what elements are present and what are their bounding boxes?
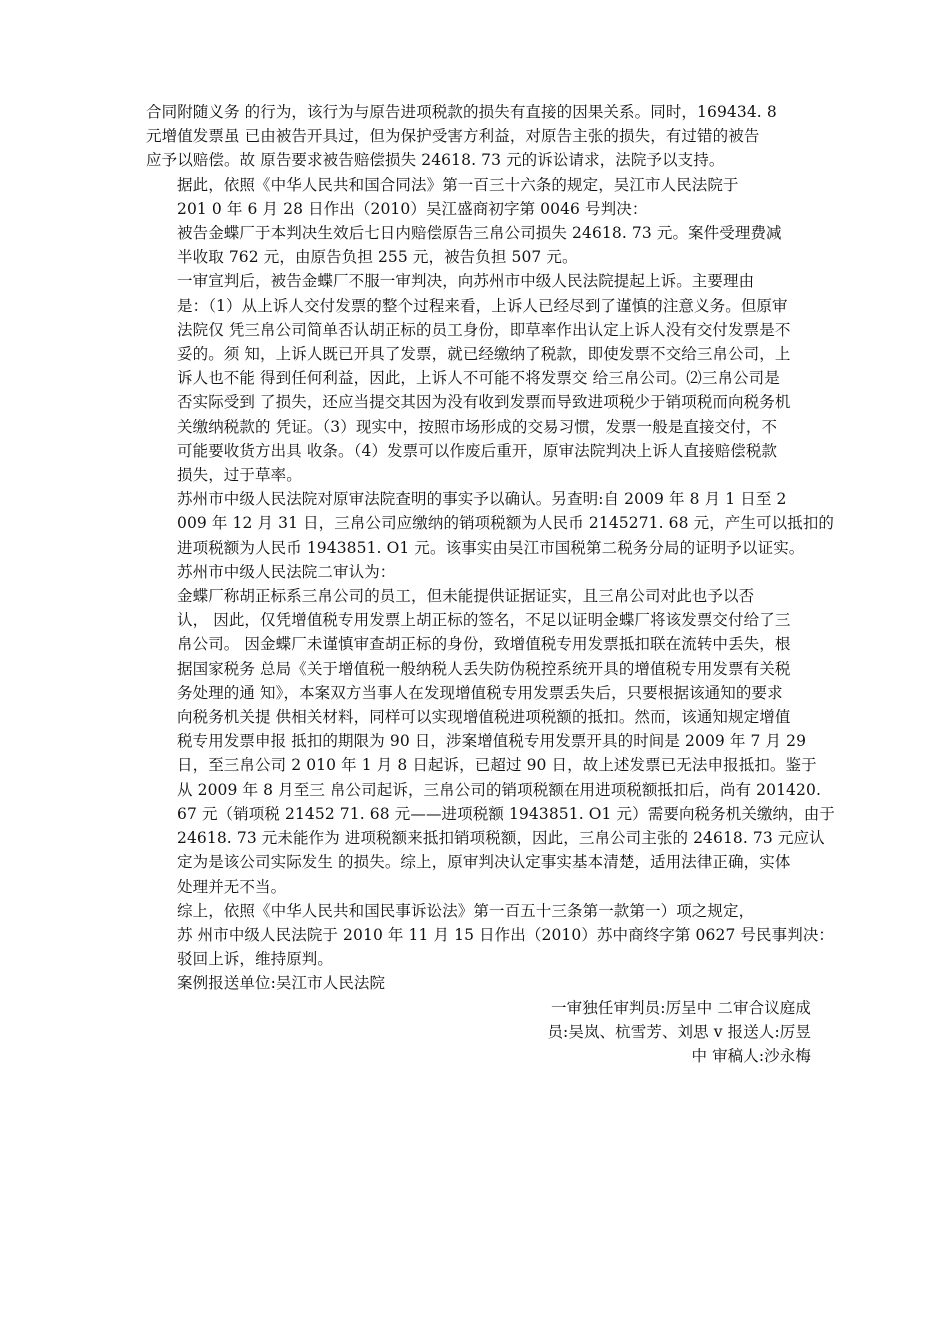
- text-line: 被告金蝶厂于本判决生效后七日内赔偿原告三帛公司损失 24618. 73 元。案件受理费减: [177, 224, 782, 243]
- text-line: 进项税额为人民币 1943851. O1 元。该事实由吴江市国税第二税务分局的证明予以证实。: [177, 538, 805, 557]
- text-line: 诉人也不能 得到任何利益，因此，上诉人不可能不将发票交 给三帛公司。⑵三帛公司是: [177, 369, 780, 388]
- paragraph: [146, 100, 811, 173]
- text-line: 帛公司。 因金蝶厂未谨慎审查胡正标的身份，致增值税专用发票抵扣联在流转中丢失，根: [177, 635, 791, 654]
- paragraph: [146, 269, 811, 487]
- text-line: 合同附随义务 的行为，该行为与原告进项税款的损失有直接的因果关系。同时，169434. 8: [146, 103, 777, 121]
- paragraph: [146, 173, 811, 221]
- signature-line: 中 审稿人:沙永梅: [691, 1046, 811, 1065]
- text-line: 可能要收货方出具 收条。（4）发票可以作废后重开，原审法院判决上诉人直接赔偿税款: [177, 441, 778, 460]
- text-line: 法院仅 凭三帛公司简单否认胡正标的员工身份，即草率作出认定上诉人没有交付发票是不: [177, 320, 791, 339]
- text-line: 税专用发票申报 抵扣的期限为 90 日，涉案增值税专用发票开具的时间是 2009 年 7 月 29: [177, 732, 807, 751]
- text-line: 否实际受到 了损失，还应当提交其因为没有收到发票而导致进项税少于销项税而向税务机: [177, 393, 791, 412]
- text-line: 妥的。须 知，上诉人既已开具了发票，就已经缴纳了税款，即使发票不交给三帛公司，上: [177, 345, 791, 364]
- paragraph: [146, 221, 811, 269]
- text-line: 据此，依照《中华人民共和国合同法》第一百三十六条的规定，吴江市人民法院于: [177, 175, 739, 194]
- text-line: 苏州市中级人民法院对原审法院查明的事实予以确认。另查明:自 2009 年 8 月 1 日至 2: [177, 490, 787, 509]
- text-line: 处理并无不当。: [177, 877, 287, 896]
- text-line: 向税务机关提 供相关材料，同样可以实现增值税进项税额的抵扣。然而，该通知规定增值: [177, 708, 791, 727]
- paragraph-container: [146, 100, 835, 996]
- text-line: 务处理的通 知》，本案双方当事人在发现增值税专用发票丢失后，只要根据该通知的要求: [177, 683, 783, 702]
- text-line: 元增值发票虽 已由被告开具过，但为保护受害方利益，对原告主张的损失，有过错的被告: [146, 127, 760, 146]
- text-line: 综上，依照《中华人民共和国民事诉讼法》第一百五十三条第一款第一）项之规定，: [177, 901, 755, 920]
- text-line: 半收取 762 元，由原告负担 255 元，被告负担 507 元。: [177, 248, 578, 267]
- text-line: 是：（1）从上诉人交付发票的整个过程来看，上诉人已经尽到了谨慎的注意义务。但原审: [177, 296, 788, 315]
- text-line: 关缴纳税款的 凭证。（3）现实中，按照市场形成的交易习惯，发票一般是直接交付，不: [177, 417, 778, 436]
- paragraph: [146, 487, 835, 560]
- paragraph: [146, 584, 835, 899]
- text-line: 一审宣判后，被告金蝶厂不服一审判决，向苏州市中级人民法院提起上诉。主要理由: [177, 272, 755, 291]
- text-line: 日，至三帛公司 2 010 年 1 月 8 日起诉，已超过 90 日，故上述发票已无法申报抵扣。鉴于: [177, 756, 817, 775]
- text-line: 应予以赔偿。故 原告要求被告赔偿损失 24618. 73 元的诉讼请求，法院予以支持。: [146, 151, 725, 170]
- text-line: 据国家税务 总局《关于增值税一般纳税人丢失防伪税控系统开具的增值税专用发票有关税: [177, 659, 791, 678]
- text-line: 定为是该公司实际发生 的损失。综上，原审判决认定事实基本清楚，适用法律正确，实体: [177, 853, 791, 872]
- signature-line: 一审独任审判员:厉呈中 二审合议庭成: [551, 998, 811, 1017]
- text-line: 案例报送单位:吴江市人民法院: [177, 974, 386, 993]
- text-line: 24618. 73 元未能作为 进项税额来抵扣销项税额，因此，三帛公司主张的 24618. 73 元应认: [177, 829, 825, 848]
- text-line: 67 元（销项税 21452 71. 68 元——进项税额 1943851. O1 元）需要向税务机关缴纳，由于: [177, 804, 835, 823]
- paragraph: [146, 899, 835, 947]
- signature-block: [146, 996, 811, 1069]
- text-line: 金蝶厂称胡正标系三帛公司的员工，但未能提供证据证实，且三帛公司对此也予以否: [177, 587, 755, 606]
- text-line: 驳回上诉，维持原判。: [177, 950, 334, 969]
- text-line: 从 2009 年 8 月至三 帛公司起诉，三帛公司的销项税额在用进项税额抵扣后，尚有 201420.: [177, 780, 821, 799]
- document-body: [146, 100, 835, 1068]
- signature-line: 员:吴岚、杭雪芳、刘思 v 报送人:厉昱: [547, 1022, 811, 1041]
- text-line: 苏 州市中级人民法院于 2010 年 11 月 15 日作出（2010）苏中商终字第 0627 号民事判决：: [177, 925, 835, 944]
- text-line: 损失，过于草率。: [177, 466, 302, 485]
- paragraph: [146, 560, 811, 584]
- text-line: 苏州市中级人民法院二审认为：: [177, 562, 396, 581]
- text-line: 201 0 年 6 月 28 日作出（2010）吴江盛商初字第 0046 号判决：: [177, 199, 648, 218]
- text-line: 认， 因此，仅凭增值税专用发票上胡正标的签名，不足以证明金蝶厂将该发票交付给了三: [177, 611, 791, 630]
- paragraph: [146, 947, 811, 971]
- text-line: 009 年 12 月 31 日，三帛公司应缴纳的销项税额为人民币 2145271. 68 元，产生可以抵扣的: [177, 514, 835, 533]
- paragraph: [146, 971, 811, 995]
